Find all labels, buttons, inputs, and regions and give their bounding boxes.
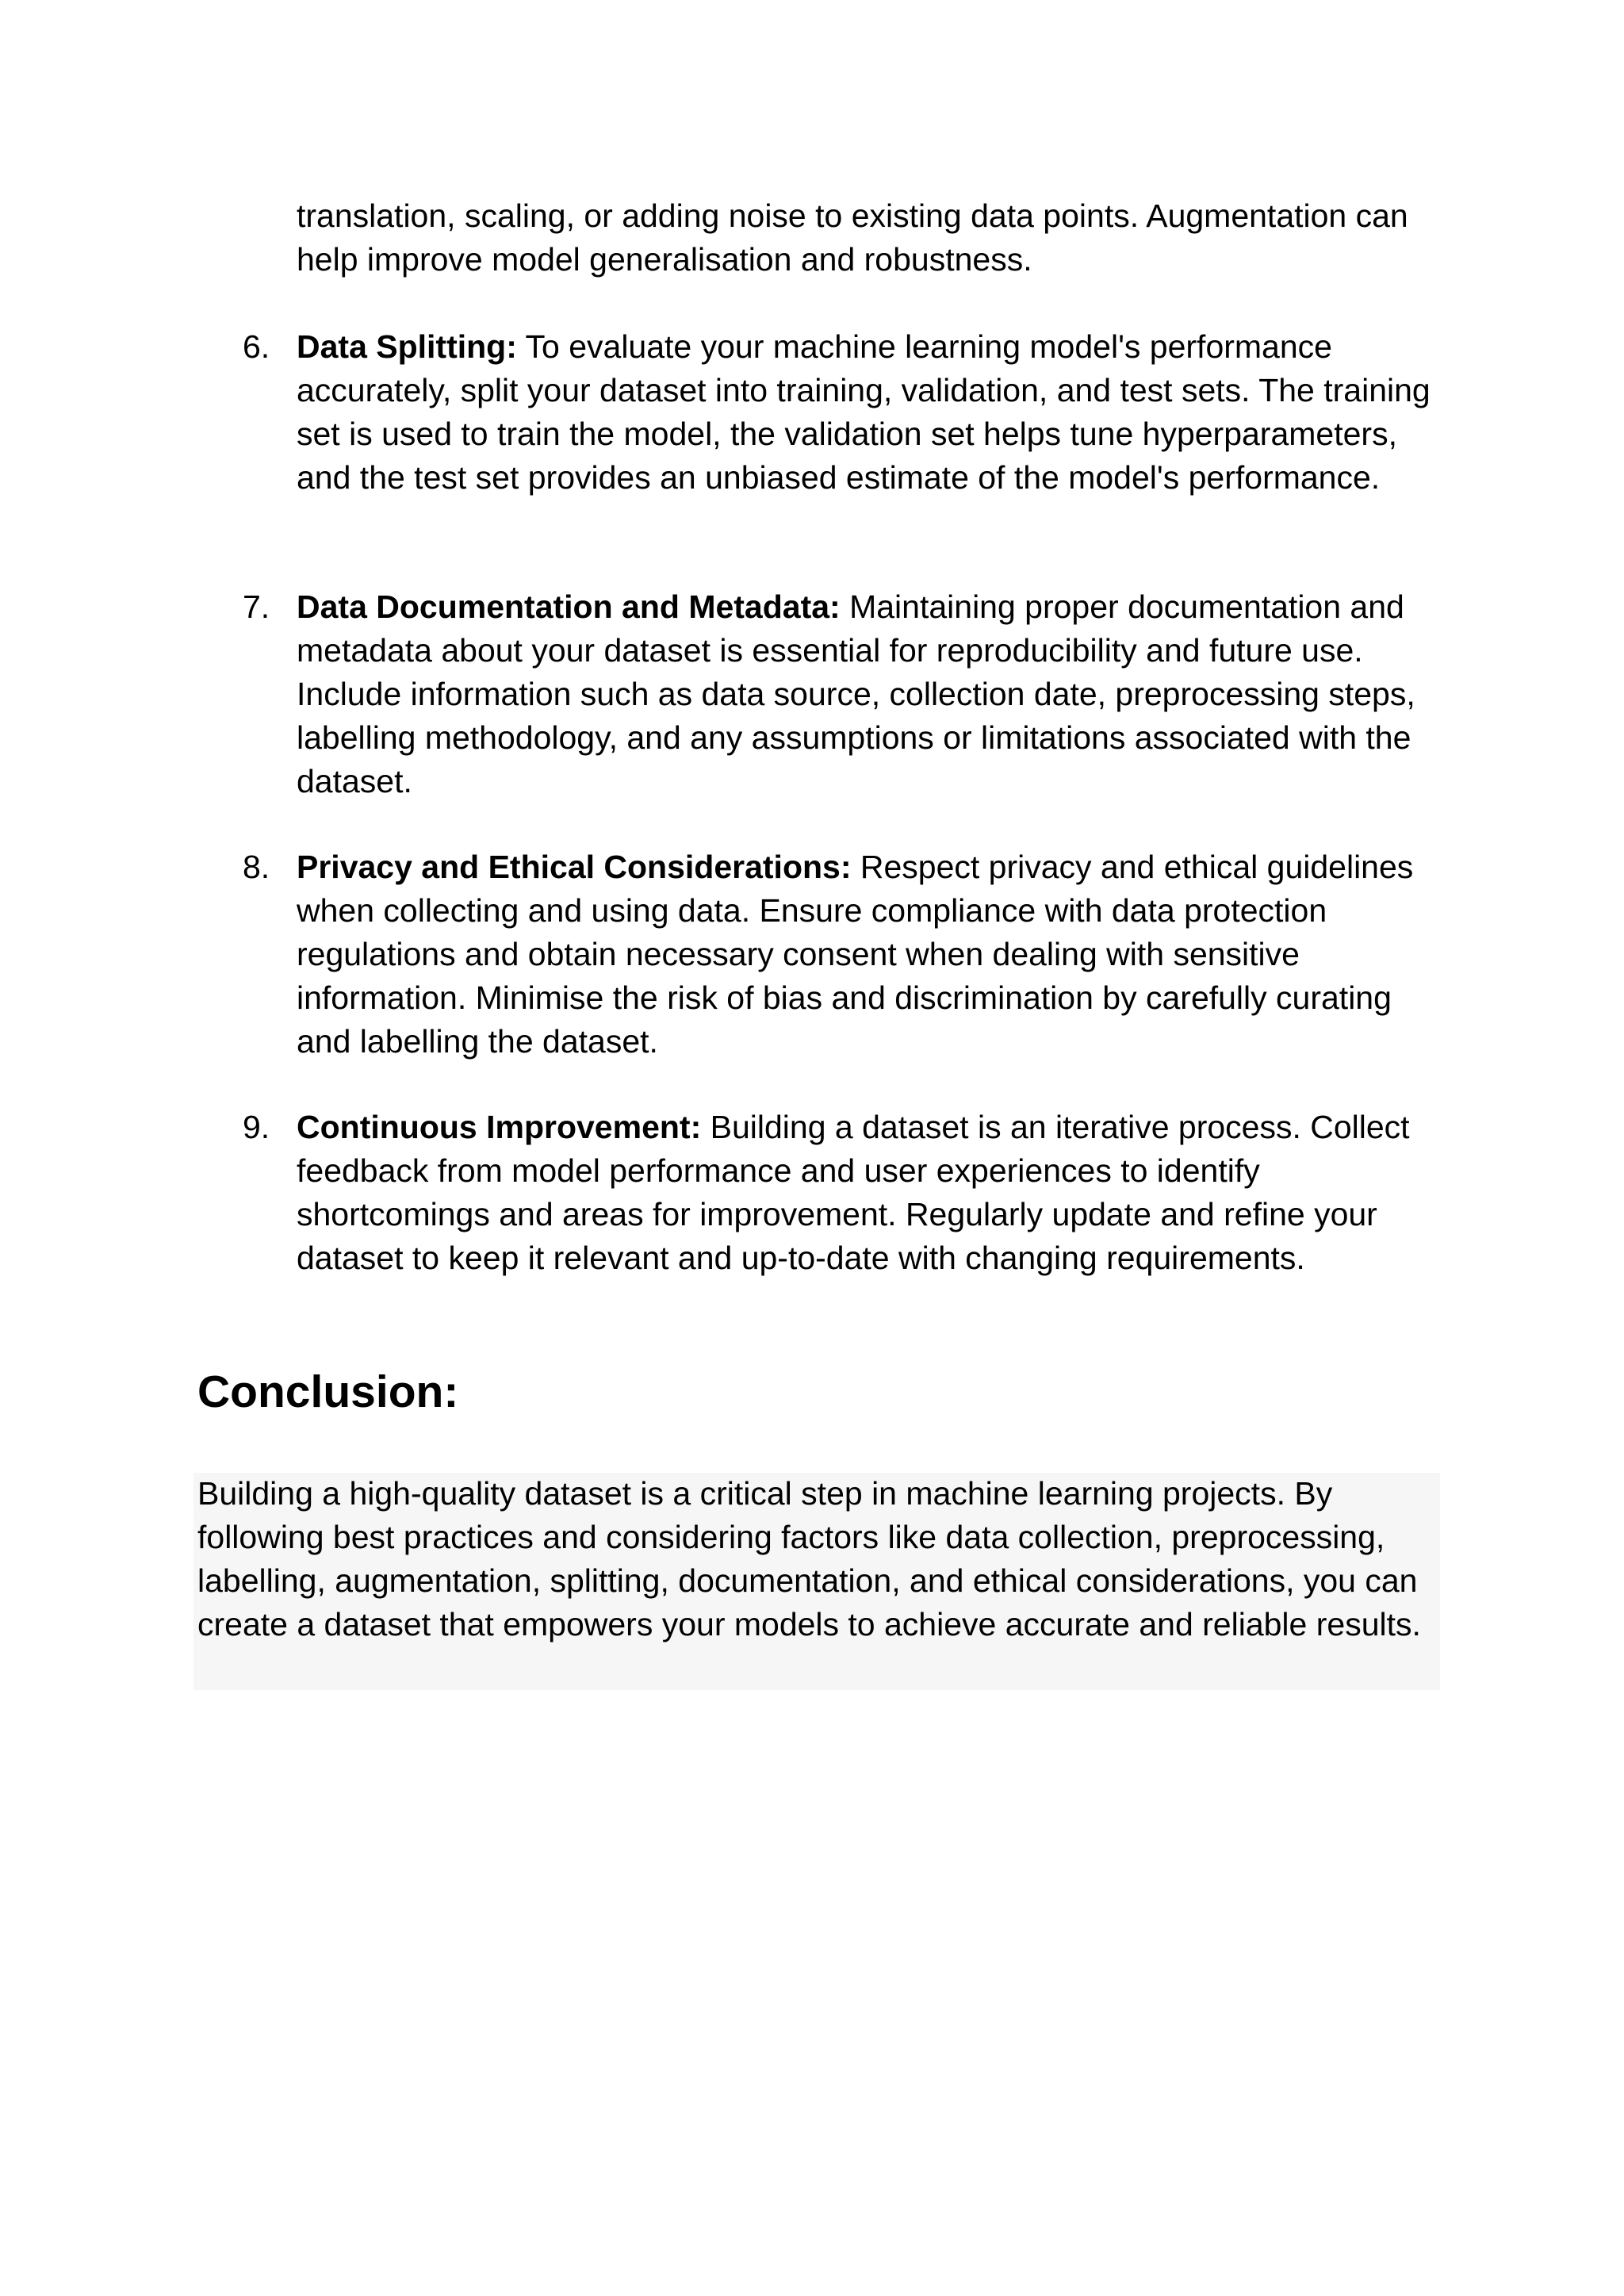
list-item-body (297, 325, 1438, 500)
list-item-title: Continuous Improvement: (297, 1109, 702, 1145)
list-item-title: Data Splitting: (297, 328, 517, 365)
list-item-title: Data Documentation and Metadata: (297, 588, 841, 625)
list-item-body (297, 845, 1438, 1064)
list-item-body (297, 585, 1438, 803)
conclusion-paragraph: Building a high-quality dataset is a critical step in machine learning projects. By following best practices and considering factors like data collection, preprocessing, labelling, augmentation, splitting, documentation, and ethical considerations, you can create a dataset that empowers your models to achieve accurate and reliable results. (197, 1475, 1421, 1642)
continuation-paragraph: translation, scaling, or adding noise to existing data points. Augmentation can help improve model generalisation and robustness. (297, 197, 1408, 278)
list-item-number: 6. (243, 328, 270, 365)
list-item-number: 9. (243, 1109, 270, 1145)
list-item-text: To evaluate your machine learning model's performance accurately, split your dataset into training, validation, and test sets. The training set is used to train the model, the validation set helps tune hyperparameters, and the test set provides an unbiased estimate of the model's performance. (297, 328, 1431, 496)
conclusion-heading: Conclusion: (197, 1366, 459, 1417)
list-item-number: 8. (243, 849, 270, 885)
list-item-text: Maintaining proper documentation and metadata about your dataset is essential for reproducibility and future use. Include information such as data source, collection date, preprocessing steps, labelling methodology, and any assumptions or limitations associated with the dataset. (297, 588, 1415, 799)
list-item-title: Privacy and Ethical Considerations: (297, 849, 852, 885)
list-item-text: Respect privacy and ethical guidelines when collecting and using data. Ensure compliance with data protection regulations and obtain necessary consent when dealing with sensitive information. Minimise the risk of bias and discrimination by carefully curating and labelling the dataset. (297, 849, 1414, 1060)
list-item-number: 7. (243, 588, 270, 625)
list-item-body (297, 1106, 1438, 1280)
list-item-text: Building a dataset is an iterative process. Collect feedback from model performance and user experiences to identify shortcomings and areas for improvement. Regularly update and refine your dataset to keep it relevant and up-to-date with changing requirements. (297, 1109, 1410, 1276)
